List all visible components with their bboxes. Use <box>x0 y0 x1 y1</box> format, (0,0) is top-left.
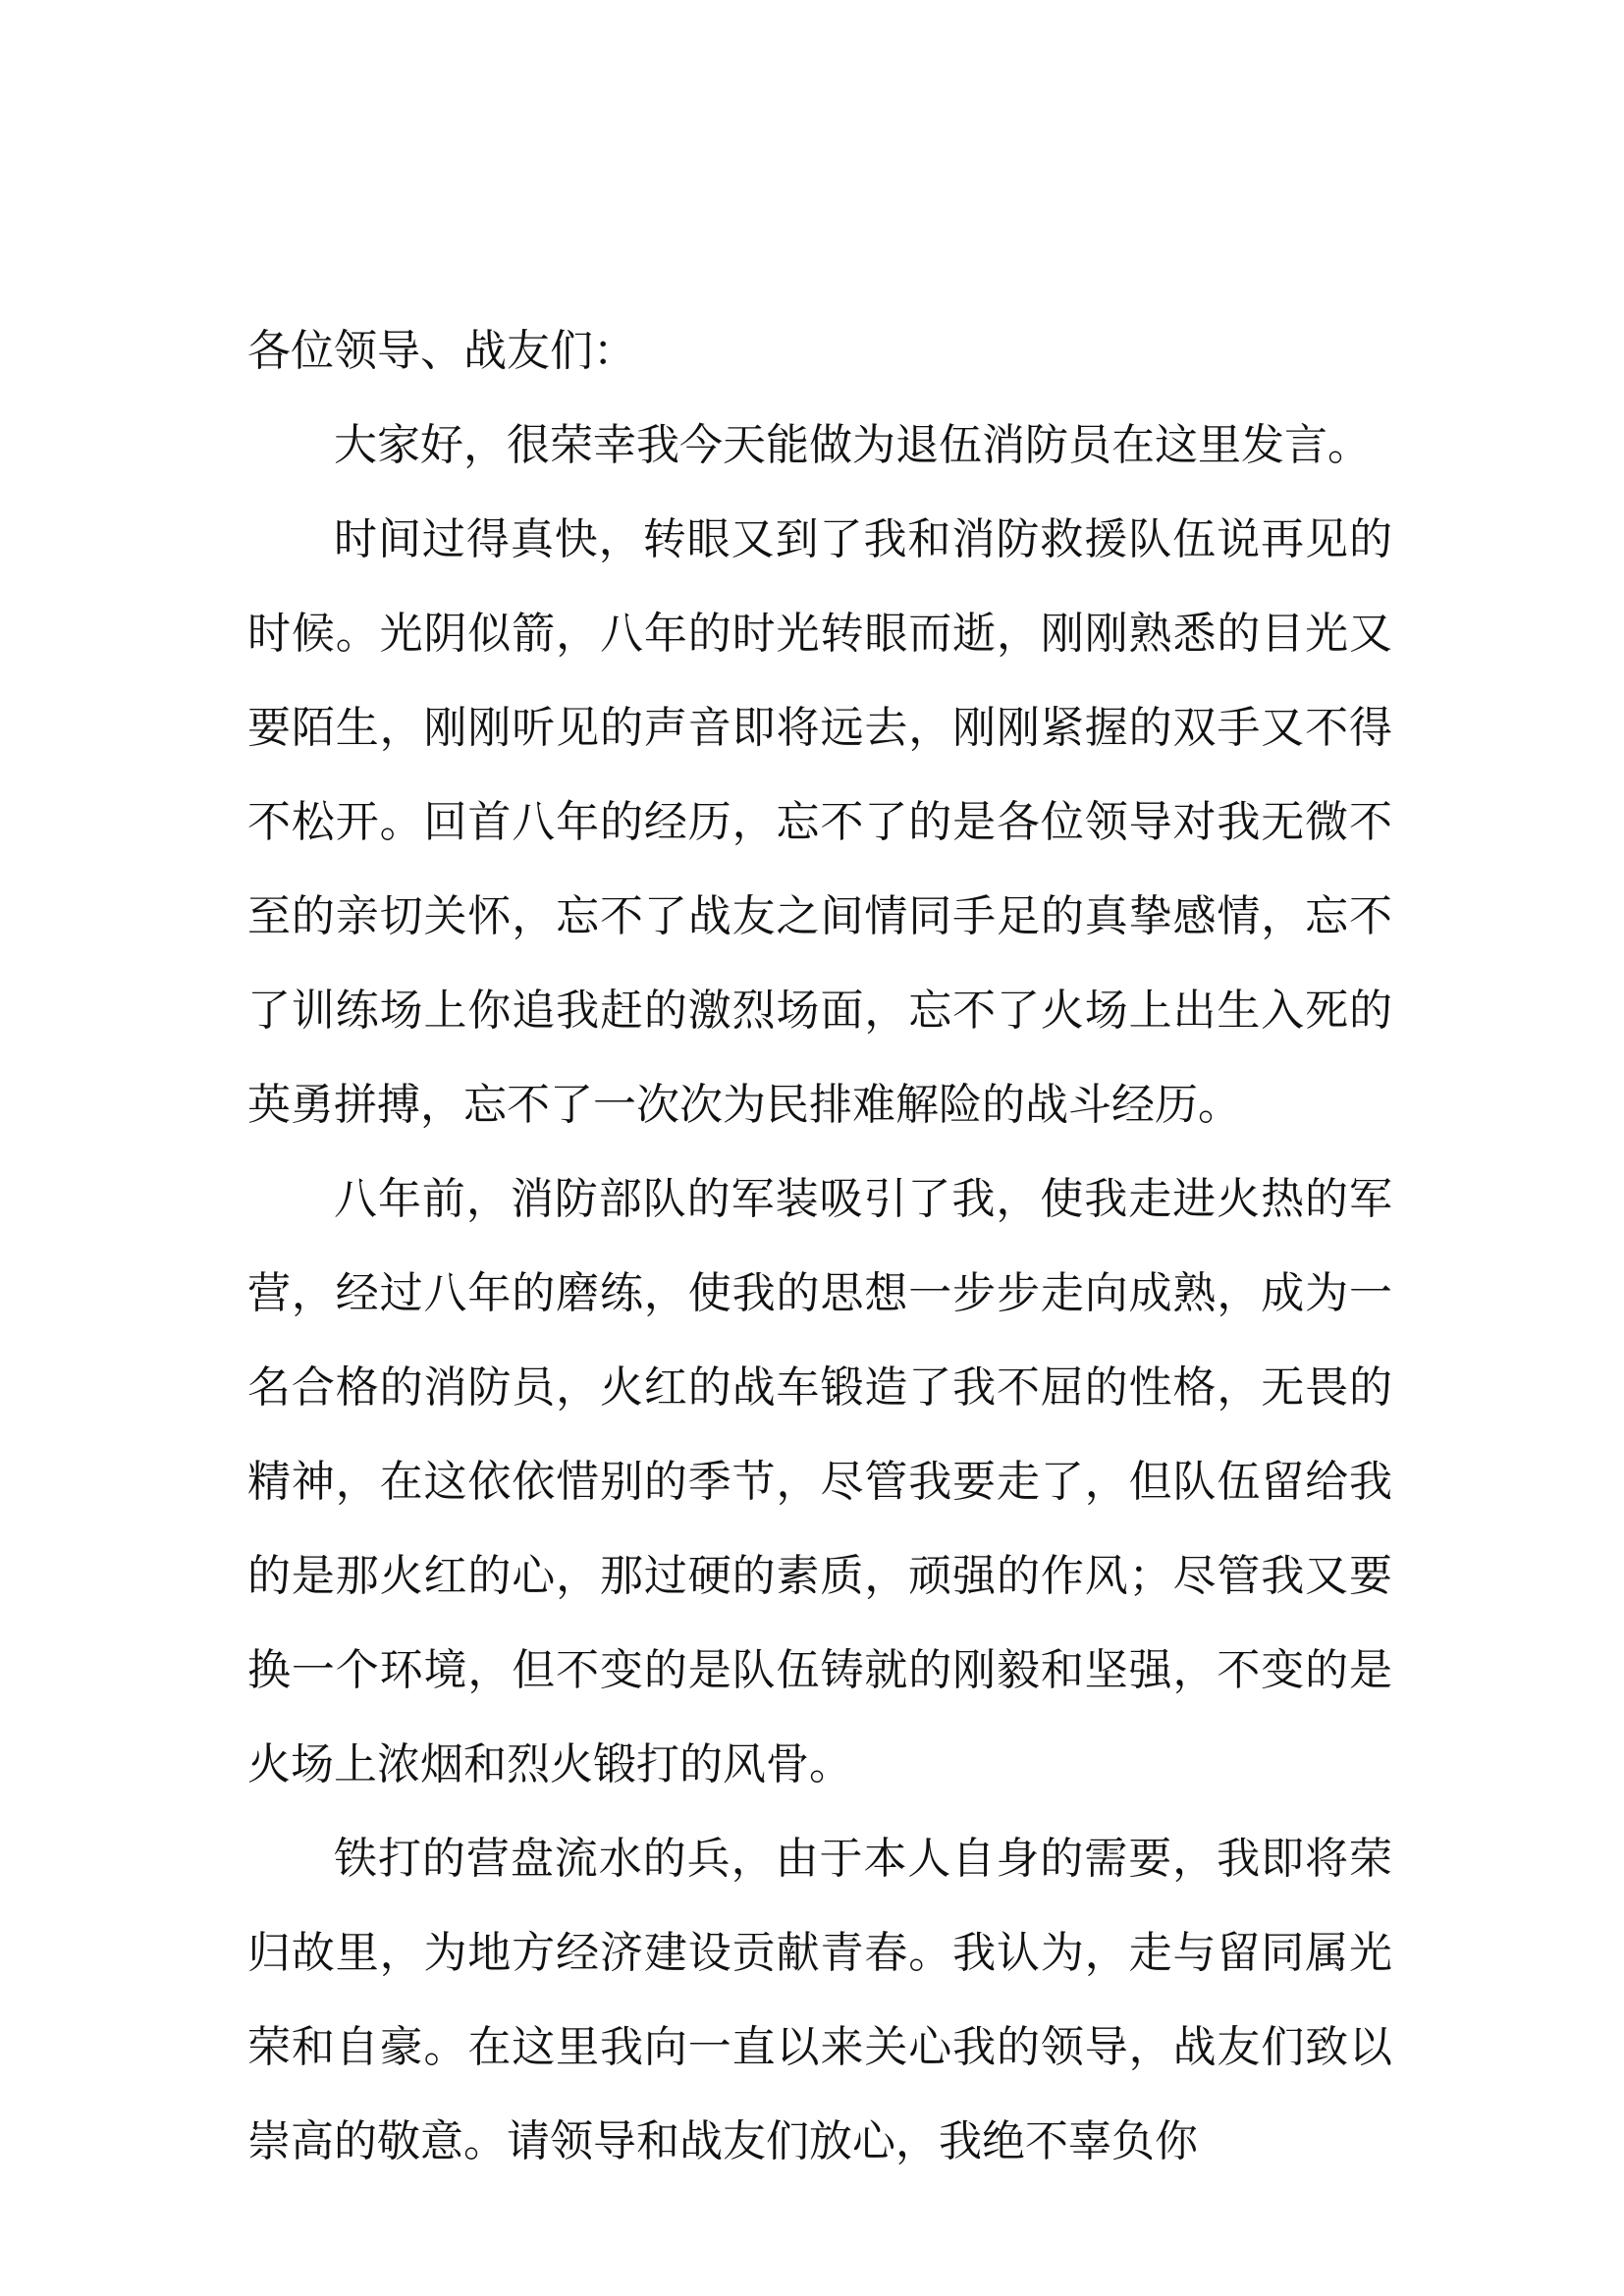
document-page <box>247 304 1392 2189</box>
paragraph-farewell: 铁打的营盘流水的兵，由于本人自身的需要，我即将荣归故里，为地方经济建设贡献青春。我认为，走与留同属光荣和自豪。在这里我向一直以来关心我的领导，战友们致以崇高的敬意。请领导和战友们放心，我绝不辜负你 <box>247 1834 1392 2166</box>
paragraph-memories: 时间过得真快，转眼又到了我和消防救援队伍说再见的时候。光阴似箭，八年的时光转眼而逝，刚刚熟悉的目光又要陌生，刚刚听见的声音即将远去，刚刚紧握的双手又不得不松开。回首八年的经历，忘不了的是各位领导对我无微不至的亲切关怀，忘不了战友之间情同手足的真挚感情，忘不了训练场上你追我赶的激烈场面，忘不了火场上出生入死的英勇拼搏，忘不了一次次为民排难解险的战斗经历。 <box>247 514 1392 1130</box>
paragraph-greeting: 大家好，很荣幸我今天能做为退伍消防员在这里发言。 <box>334 420 1371 470</box>
salutation: 各位领导、战友们： <box>247 326 636 376</box>
paragraph-eight-years: 八年前，消防部队的军装吸引了我，使我走进火热的军营，经过八年的磨练，使我的思想一步步走向成熟，成为一名合格的消防员，火红的战车锻造了我不屈的性格，无畏的精神，在这依依惜别的季节，尽管我要走了，但队伍留给我的是那火红的心，那过硬的素质，顽强的作风；尽管我又要换一个环境，但不变的是队伍铸就的刚毅和坚强，不变的是火场上浓烟和烈火锻打的风骨。 <box>247 1174 1392 1789</box>
